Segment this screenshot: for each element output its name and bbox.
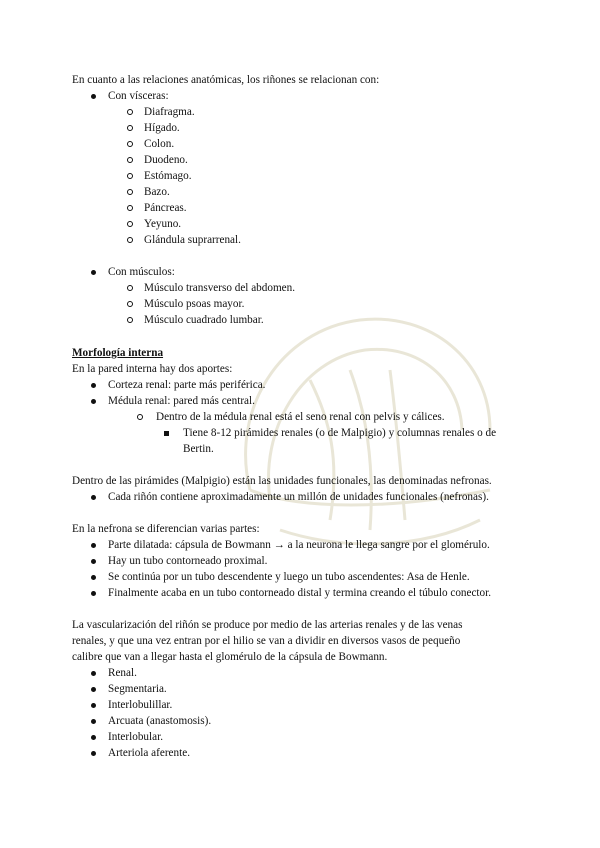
bullet-circle-icon [127, 141, 133, 147]
bullet-disc-icon [91, 591, 96, 596]
bullet-circle-icon [127, 285, 133, 291]
intro-text: En cuanto a las relaciones anatómicas, los riñones se relacionan con: [72, 74, 380, 86]
bullet-disc-icon [91, 94, 96, 99]
bullet-circle-icon [127, 317, 133, 323]
paragraph-line: calibre que van a llegar hasta el glomérulo de la cápsula de Bowmann. [72, 651, 388, 663]
paragraph: En la nefrona se diferencian varias partes: [72, 523, 260, 535]
bullet-circle-icon [127, 301, 133, 307]
bullet-disc-icon [91, 687, 96, 692]
list-item-continuation: Bertin. [183, 443, 214, 455]
bullet-circle-icon [127, 157, 133, 163]
bullet-disc-icon [91, 495, 96, 500]
bullet-circle-icon [127, 189, 133, 195]
bullet-circle-icon [127, 125, 133, 131]
bullet-disc-icon [91, 559, 96, 564]
bullet-circle-icon [127, 205, 133, 211]
paragraph-line: renales, y que una vez entran por el hilio se van a dividir en diversos vasos de pequeño [72, 635, 461, 647]
section-heading: Morfología interna [72, 347, 164, 359]
bullet-disc-icon [91, 399, 96, 404]
bullet-disc-icon [91, 543, 96, 548]
bullet-circle-icon [127, 173, 133, 179]
bullet-disc-icon [91, 270, 96, 275]
bullet-disc-icon [91, 719, 96, 724]
bullet-circle-icon [127, 237, 133, 243]
paragraph: Dentro de las pirámides (Malpigio) están las unidades funcionales, las denominadas nefronas. [72, 475, 492, 487]
bullet-disc-icon [91, 735, 96, 740]
bullet-square-icon [164, 431, 169, 436]
document-page: En cuanto a las relaciones anatómicas, los riñones se relacionan con: Con vísceras: Diafragma. Hígado. Colon. Duodeno. Estómago. Bazo. Páncreas. Yeyuno. Glándula suprarrenal. Con músculos: Músculo transverso del abdomen. Músculo psoas mayor. Músculo cuadrado lumbar. Morfología interna En la pared interna hay dos aportes: Corteza renal: parte más periférica. Médula renal: pared más central. Dentro de la médula renal está el seno renal con pelvis y cálices. Tiene 8-12 pirámides renales (o de Malpigio) y columnas renales o de Bertin. Dentro de las pirámides (Malpigio) están las unidades funcionales, las denominadas nefronas. Cada riñón contiene aproximadamente un millón de unidades funcionales (nefronas). En la nefrona se diferencian varias partes: Parte dilatada: cápsula de Bowmann → a la neurona le llega sangre por el glomérulo. Hay un tubo contorneado proximal. Se continúa por un tubo descendente y luego un tubo ascendentes: Asa de Henle. Finalmente acaba en un tubo contorneado distal y termina creando el túbulo conector. La vascularización del riñón se produce por medio de las arterias renales y de las venas renales, y que una vez entran por el hilio se van a dividir en diversos vasos de pequeño calibre que van a llegar hasta el glomérulo de la cápsula de Bowmann. Renal. Segmentaria. Interlobulillar. Arcuata (anastomosis). Interlobular. Arteriola aferente. [0, 0, 600, 848]
bullet-disc-icon [91, 671, 96, 676]
bullet-circle-icon [137, 414, 143, 420]
bullet-circle-icon [127, 221, 133, 227]
bullet-disc-icon [91, 751, 96, 756]
paragraph-line: La vascularización del riñón se produce por medio de las arterias renales y de las venas [72, 619, 463, 631]
bullet-disc-icon [91, 703, 96, 708]
bullet-disc-icon [91, 383, 96, 388]
paragraph: En la pared interna hay dos aportes: [72, 363, 233, 375]
bullet-circle-icon [127, 109, 133, 115]
bullet-disc-icon [91, 575, 96, 580]
